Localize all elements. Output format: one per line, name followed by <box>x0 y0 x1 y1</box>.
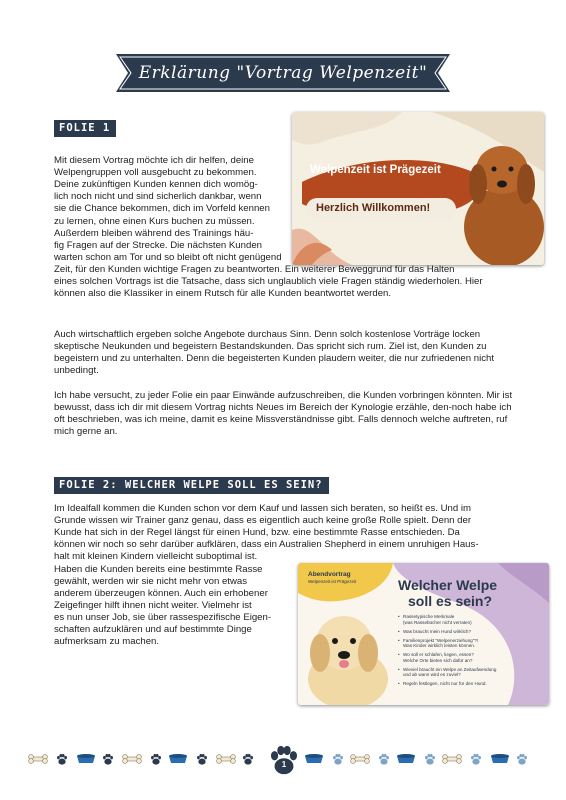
bullet-dot-icon: • <box>398 614 400 619</box>
slide-2-bullet-list <box>398 614 538 690</box>
slide-2-bullet-line: Regeln festlegen, nicht nur für den Hund. <box>403 681 487 687</box>
section-2-text-line: schaften aufzuklären und auf bestimmte Dinge <box>54 624 252 635</box>
slide-2-bullet-line: Wieviel braucht ein Welpe an Zeitaufwendung <box>403 666 497 672</box>
section-1-text-line: Außerdem bleiben während des Trainings häu- <box>54 227 254 239</box>
slide-2-bullet <box>398 652 538 663</box>
paw-icon <box>151 754 161 765</box>
bowl-icon <box>305 754 323 763</box>
section-1-text-line: Mit diesem Vortrag möchte ich dir helfen, deine <box>54 155 254 166</box>
section-2-text-line: Grunde wissen wir Trainer ganz genau, dass es eigentlich auch keine große Rolle spielt. Denn der <box>54 515 472 527</box>
bullet-dot-icon: • <box>398 637 400 643</box>
paw-bone-border <box>0 738 566 778</box>
slide-2-bullet-line: und ab wann wird es zuviel? <box>403 672 461 678</box>
section-2-text-line: es nun unser Job, sie über rassespezifische Eigen- <box>54 611 272 623</box>
section-1-text-line: Deine zukünftigen Kunden kennen dich womög- <box>54 179 258 191</box>
slide-2-bullet-line: Was braucht mein Hund wirklich? <box>403 628 471 634</box>
slide-2-bullet-line: Familienprojekt "Welpenerziehung"?! <box>403 637 479 643</box>
section-1-text-line: Welpengruppen voll ausgebucht zu bekommen. <box>54 167 257 179</box>
slide-2-preview <box>298 563 549 705</box>
slide-2-corner-subtitle: Welpenzeit ist Prägezeit <box>308 579 357 584</box>
section-2-text-line: aufmerksam zu machen. <box>54 636 160 648</box>
section-2-text-line: können wir noch so sehr darüber aufklären, dass ein Australien Shepherd in einem unruhigen Haus- <box>54 539 479 551</box>
bowl-icon <box>491 754 509 763</box>
bowl-icon <box>77 754 95 763</box>
slide-1-subtitle: Herzlich Willkommen! <box>316 202 431 214</box>
bullet-dot-icon: • <box>398 666 400 672</box>
slide-2-bullet <box>398 667 538 678</box>
paw-icon <box>517 754 527 765</box>
section-2-text-line: Haben die Kunden bereits eine bestimmte Rasse <box>54 563 263 575</box>
footer-decoration <box>0 738 566 778</box>
slide-2-bullet <box>398 614 538 625</box>
section-1-paragraph-3: Ich habe versucht, zu jeder Folie ein paar Einwände aufzuschreiben, die Kunden vorbringen könnten. Mir ist bewusst, dass ich dir mit diesem Vortrag nichts Neues im Bereich der Kynologie erzähle, den-noch habe ich oft beschrieben, was ich meine, damit es keine Missverständnisse gibt. Falls dennoch welche auftreten, ruf mich gerne an. <box>54 390 513 438</box>
slide-2-bullet <box>398 681 538 687</box>
slide-2-bullet-line: (was Rassebücher nicht verraten) <box>403 619 472 625</box>
paw-icon <box>243 754 253 765</box>
section-2-text-line: Kunde hat sich in der Regel längst für einen Hund, bzw. eine bestimmte Rasse entschieden. Da <box>54 527 460 539</box>
bowl-icon <box>397 754 415 763</box>
bone-icon <box>351 755 370 764</box>
section-1-paragraph-2: Auch wirtschaftlich ergeben solche Angebote durchaus Sinn. Denn solch kostenlose Vorträge locken skeptische Neukunden und begeistern Bestandskunden. Das spricht sich rum. Ziel ist, den Kunden zu begeistern und zu unterhalten. Denn die begeisterten Kunden plaudern weiter, die nur zufriedenen nicht unbedingt. <box>54 329 495 377</box>
slide-2-bullet <box>398 629 538 635</box>
page-number: 1 <box>281 760 287 769</box>
section-1-text-line: eines solchen Vortrags ist die Tatsache, dass sich unglaublich viele Fragen ständig wiederholen. Hier <box>54 276 483 287</box>
bullet-dot-icon: • <box>398 652 400 658</box>
slide-1-preview <box>292 112 544 265</box>
paw-icon <box>103 754 113 765</box>
slide-2-bullet-line: Wo soll er schlafen, liegen, essen? <box>403 652 474 658</box>
section-1-text-line: fig Fragen auf der Strecke. Die nächsten Kunden <box>54 239 262 251</box>
paw-icon <box>197 754 207 765</box>
section-1-text-line: können also die Klassiker in einem Rutsch für alle Kunden beantwortet werden. <box>54 288 392 300</box>
section-1-text-line: sie die Chance bekommen, dich im Vorfeld kennen <box>54 203 270 215</box>
paw-icon <box>425 754 435 765</box>
section-2-text-line: anderem überzeugen können. Auch ein erhobener <box>54 587 268 599</box>
section-1-text-line: Zeit, für den Kunden wichtige Fragen zu beantworten. Ein weiterer Beweggrund für das Halten <box>54 263 455 275</box>
section-1-text-line: warten schon am Tor und so bleibt oft nicht genügend <box>54 251 282 263</box>
section-label-folie-1: FOLIE 1 <box>54 120 116 137</box>
paw-icon <box>471 754 481 765</box>
bone-icon <box>29 755 48 764</box>
paw-icon <box>57 754 67 765</box>
section-2-text-line: halt mit kleinen Kindern vielleicht suboptimal ist. <box>54 551 258 563</box>
slide-2-bullet-line: Was Kinder wirklich leisten können. <box>403 643 476 649</box>
slide-1-graphic <box>292 112 544 265</box>
slide-2-bullet-line: Welche Orte bieten sich dafür an? <box>403 657 473 663</box>
slide-2-corner-title: Abendvortrag <box>308 571 351 578</box>
section-2-text-line: Zeigefinger hilft ihnen nicht weiter. Vielmehr ist <box>54 599 252 611</box>
section-2-text-line: gewählt, werden wir sie nicht mehr von etwas <box>54 575 248 587</box>
page-title: Erklärung "Vortrag Welpenzeit" <box>138 63 428 83</box>
bullet-dot-icon: • <box>398 628 400 634</box>
section-1-text-line: zu lernen, ohne einen Kurs buchen zu müssen. <box>54 215 255 227</box>
slide-2-bullet-line: Rassetypische Merkmale <box>403 614 455 619</box>
slide-2-title-line-1: Welcher Welpe <box>398 577 498 593</box>
section-1-text-line: lich noch nicht und sind sicherlich dankbar, wenn <box>54 191 262 203</box>
slide-2-bullet <box>398 638 538 649</box>
slide-2-title-line-2: soll es sein? <box>408 593 493 609</box>
slide-2-title <box>398 577 497 609</box>
slide-1-title: Welpenzeit ist Prägezeit <box>310 164 441 176</box>
bone-icon <box>123 755 142 764</box>
bone-icon <box>217 755 236 764</box>
section-2-text-line: Im Idealfall kommen die Kunden schon vor dem Kauf und lassen sich beraten, so heißt es. Und im <box>54 503 472 514</box>
bowl-icon <box>169 754 187 763</box>
paw-icon <box>333 754 343 765</box>
bone-icon <box>443 755 462 764</box>
section-label-folie-2: FOLIE 2: WELCHER WELPE SOLL ES SEIN? <box>54 477 329 494</box>
title-banner <box>116 48 450 98</box>
paw-icon <box>379 754 389 765</box>
bullet-dot-icon: • <box>398 681 400 687</box>
